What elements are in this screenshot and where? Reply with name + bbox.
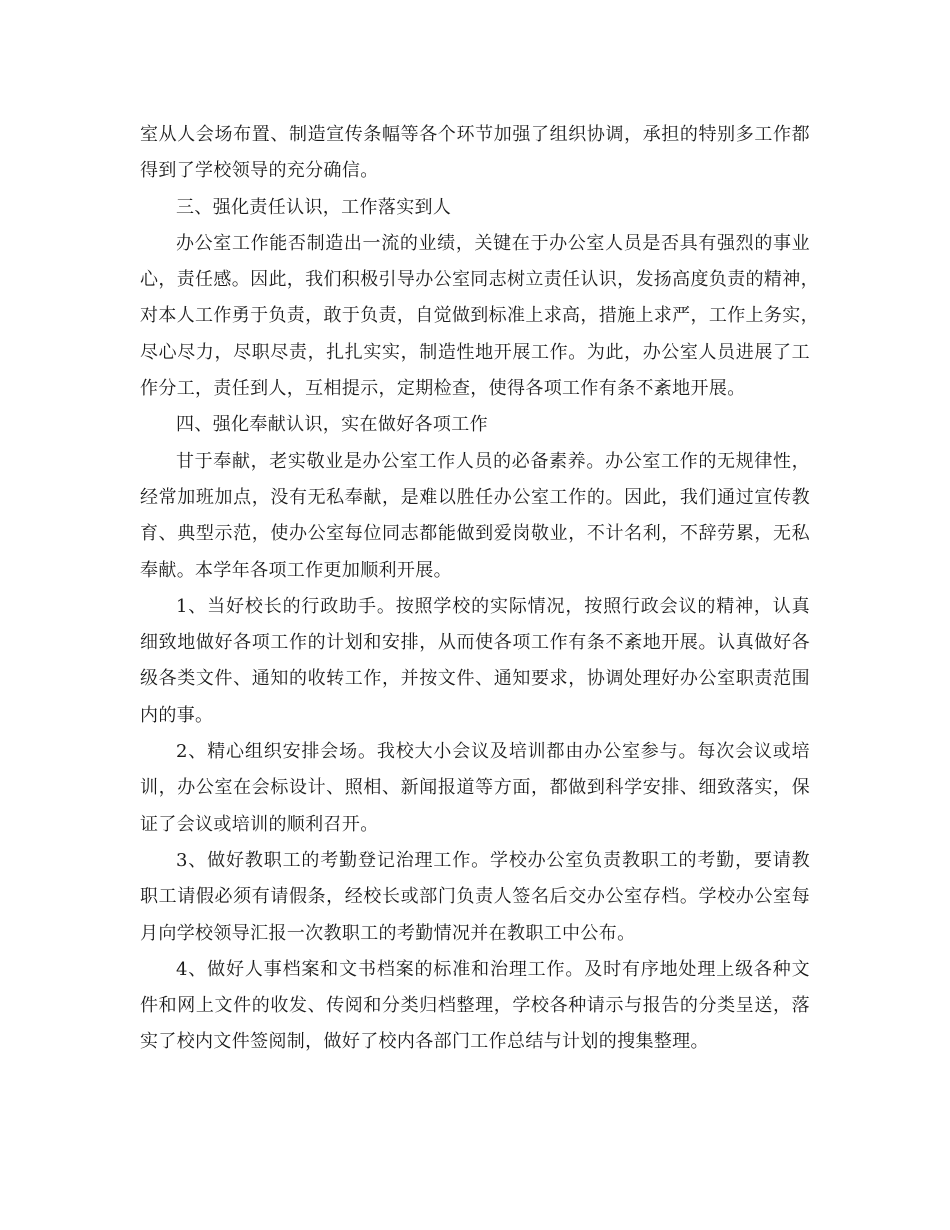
text-line: 级各类文件、通知的收转工作，并按文件、通知要求，协调处理好办公室职责范围 bbox=[140, 668, 810, 690]
text-line: 奉献。本学年各项工作更加顺利开展。 bbox=[140, 559, 452, 581]
text-line: 4、做好人事档案和文书档案的标准和治理工作。及时有序地处理上级各种文 bbox=[176, 958, 810, 980]
text-line: 实了校内文件签阅制，做好了校内各部门工作总结与计划的搜集整理。 bbox=[140, 1031, 709, 1053]
text-line: 心，责任感。因此，我们积极引导办公室同志树立责任认识，发扬高度负责的精神， bbox=[140, 269, 819, 291]
text-line: 件和网上文件的收发、传阅和分类归档整理，学校各种请示与报告的分类呈送，落 bbox=[140, 995, 810, 1017]
text-line: 甘于奉献，老实敬业是办公室工作人员的必备素养。办公室工作的无规律性， bbox=[176, 450, 810, 472]
text-line: 细致地做好各项工作的计划和安排，从而使各项工作有条不紊地开展。认真做好各 bbox=[140, 632, 810, 654]
text-line: 三、强化责任认识，工作落实到人 bbox=[176, 196, 452, 218]
text-line: 四、强化奉献认识，实在做好各项工作 bbox=[176, 414, 488, 436]
text-line: 得到了学校领导的充分确信。 bbox=[140, 160, 379, 182]
text-line: 办公室工作能否制造出一流的业绩，关键在于办公室人员是否具有强烈的事业 bbox=[176, 232, 810, 254]
text-line: 内的事。 bbox=[140, 704, 214, 726]
text-line: 经常加班加点，没有无私奉献，是难以胜任办公室工作的。因此，我们通过宣传教 bbox=[140, 486, 810, 508]
text-line: 室从人会场布置、制造宣传条幅等各个环节加强了组织协调，承担的特别多工作都 bbox=[140, 124, 810, 145]
text-line: 作分工，责任到人，互相提示，定期检查，使得各项工作有条不紊地开展。 bbox=[140, 378, 746, 400]
text-line: 训，办公室在会标设计、照相、新闻报道等方面，都做到科学安排、细致落实，保 bbox=[140, 777, 810, 799]
text-line: 证了会议或培训的顺利召开。 bbox=[140, 813, 379, 835]
document-body bbox=[140, 117, 819, 1061]
text-line: 尽心尽力，尽职尽责，扎扎实实，制造性地开展工作。为此，办公室人员进展了工 bbox=[140, 341, 810, 363]
text-line: 对本人工作勇于负责，敢于负责，自觉做到标准上求高，措施上求严，工作上务实， bbox=[140, 305, 819, 327]
text-line: 月向学校领导汇报一次教职工的考勤情况并在教职工中公布。 bbox=[140, 922, 636, 944]
text-line: 2、精心组织安排会场。我校大小会议及培训都由办公室参与。每次会议或培 bbox=[176, 741, 810, 763]
text-line: 育、典型示范，使办公室每位同志都能做到爱岗敬业，不计名利，不辞劳累，无私 bbox=[140, 523, 810, 545]
text-line: 1、当好校长的行政助手。按照学校的实际情况，按照行政会议的精神，认真 bbox=[176, 595, 810, 617]
text-line: 职工请假必须有请假条，经校长或部门负责人签名后交办公室存档。学校办公室每 bbox=[140, 886, 810, 908]
text-line: 3、做好教职工的考勤登记治理工作。学校办公室负责教职工的考勤，要请教 bbox=[176, 849, 810, 871]
